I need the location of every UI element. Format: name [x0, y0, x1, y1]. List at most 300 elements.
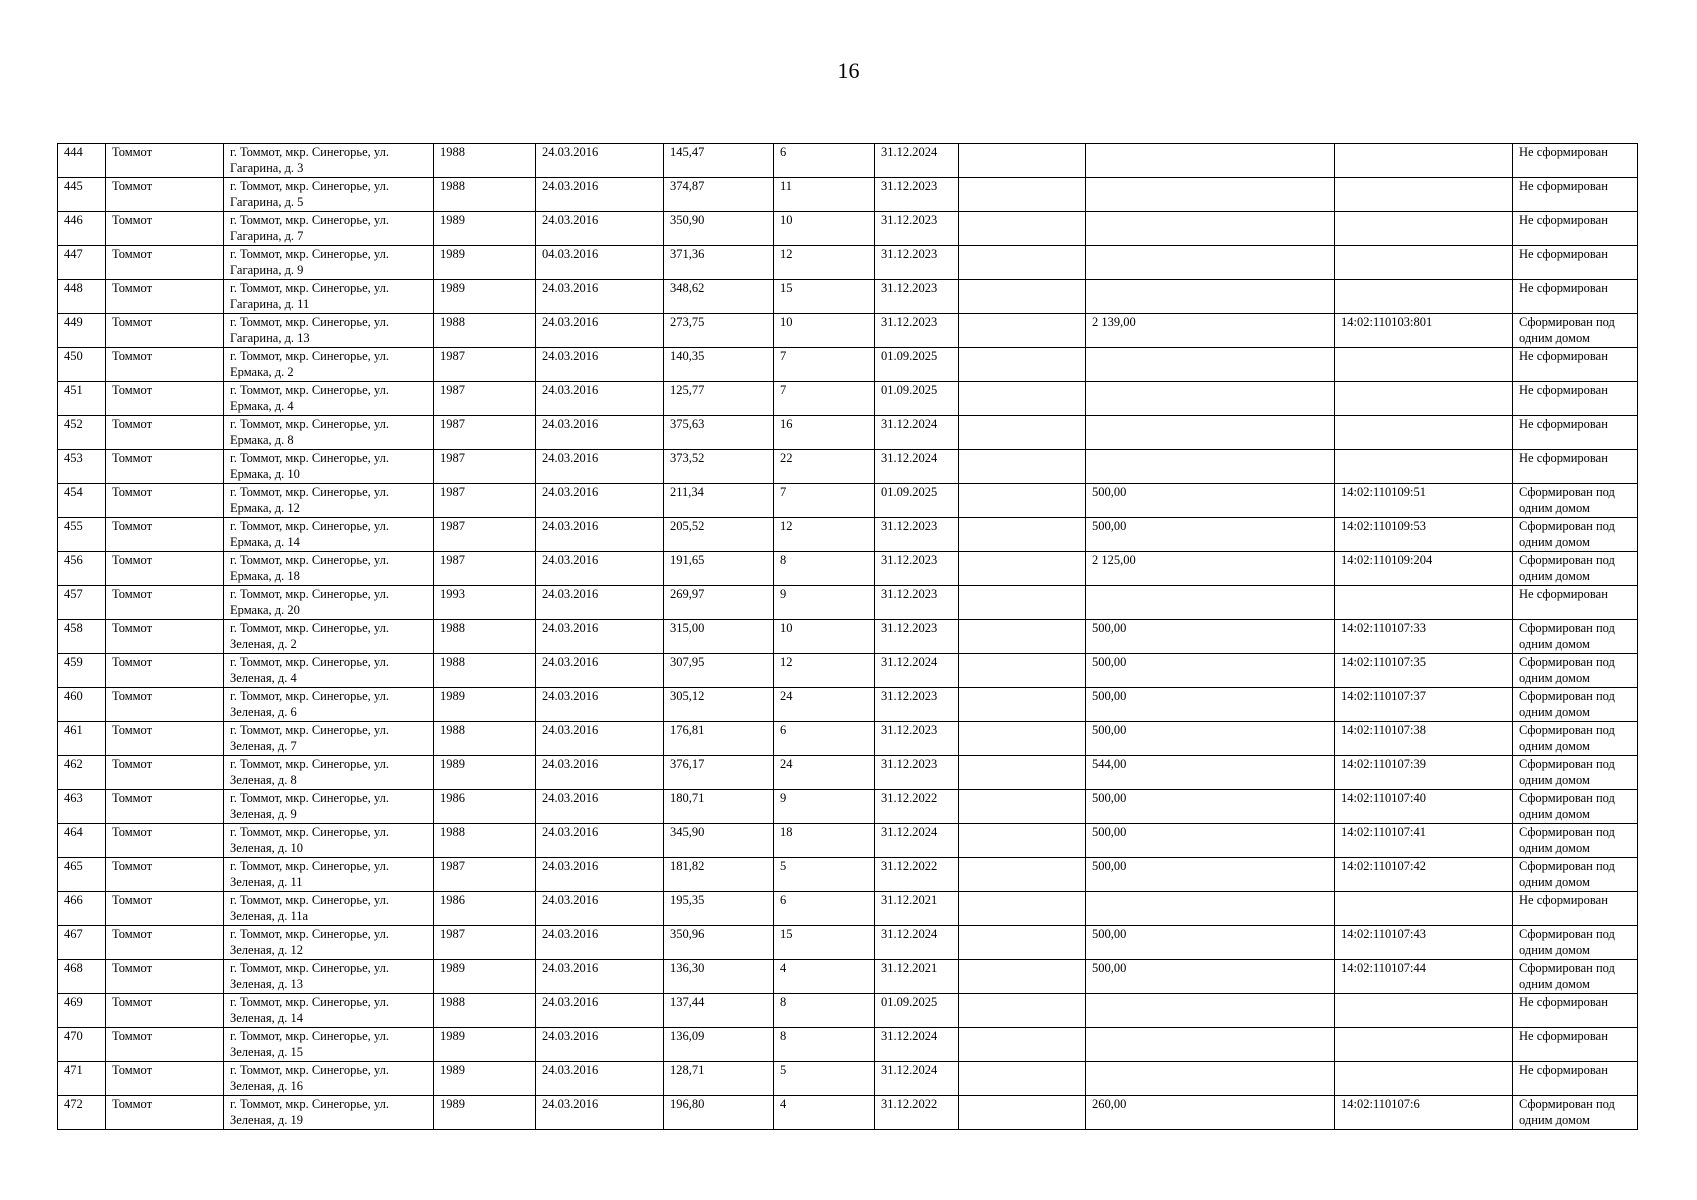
- locality-cell: Томмот: [106, 858, 224, 892]
- land-status-cell: Сформирован под одним домом: [1513, 824, 1638, 858]
- land-area-cell: [1086, 178, 1335, 212]
- table-row: [58, 178, 1638, 212]
- date-cell: 24.03.2016: [536, 280, 664, 314]
- row-number-cell: 462: [58, 756, 106, 790]
- year-cell: 1989: [434, 688, 536, 722]
- residents-cell: 9: [774, 586, 875, 620]
- row-number-cell: 469: [58, 994, 106, 1028]
- year-cell: 1989: [434, 1062, 536, 1096]
- land-area-cell: 500,00: [1086, 790, 1335, 824]
- extra-cell: [959, 586, 1086, 620]
- row-number-cell: 458: [58, 620, 106, 654]
- area-cell: 348,62: [664, 280, 774, 314]
- date-cell: 24.03.2016: [536, 178, 664, 212]
- row-number-cell: 471: [58, 1062, 106, 1096]
- cadastral-number-cell: [1335, 144, 1513, 178]
- residents-cell: 8: [774, 552, 875, 586]
- land-area-cell: [1086, 1028, 1335, 1062]
- area-cell: 307,95: [664, 654, 774, 688]
- extra-cell: [959, 518, 1086, 552]
- land-status-cell: Сформирован под одним домом: [1513, 790, 1638, 824]
- table-row: [58, 484, 1638, 518]
- deadline-cell: 31.12.2023: [875, 280, 959, 314]
- land-area-cell: [1086, 994, 1335, 1028]
- residents-cell: 6: [774, 144, 875, 178]
- extra-cell: [959, 144, 1086, 178]
- address-cell: г. Томмот, мкр. Синегорье, ул. Зеленая, д. 14: [224, 994, 434, 1028]
- date-cell: 04.03.2016: [536, 246, 664, 280]
- locality-cell: Томмот: [106, 178, 224, 212]
- deadline-cell: 31.12.2021: [875, 892, 959, 926]
- land-area-cell: [1086, 382, 1335, 416]
- land-area-cell: 260,00: [1086, 1096, 1335, 1130]
- year-cell: 1989: [434, 1028, 536, 1062]
- date-cell: 24.03.2016: [536, 688, 664, 722]
- row-number-cell: 464: [58, 824, 106, 858]
- table-row: [58, 620, 1638, 654]
- land-area-cell: [1086, 450, 1335, 484]
- land-area-cell: [1086, 212, 1335, 246]
- land-status-cell: Не сформирован: [1513, 1062, 1638, 1096]
- area-cell: 374,87: [664, 178, 774, 212]
- extra-cell: [959, 484, 1086, 518]
- extra-cell: [959, 892, 1086, 926]
- row-number-cell: 445: [58, 178, 106, 212]
- date-cell: 24.03.2016: [536, 1062, 664, 1096]
- extra-cell: [959, 382, 1086, 416]
- land-area-cell: 500,00: [1086, 518, 1335, 552]
- deadline-cell: 31.12.2023: [875, 756, 959, 790]
- land-status-cell: Не сформирован: [1513, 348, 1638, 382]
- deadline-cell: 31.12.2021: [875, 960, 959, 994]
- cadastral-number-cell: [1335, 178, 1513, 212]
- table-row: [58, 1096, 1638, 1130]
- residents-cell: 10: [774, 212, 875, 246]
- table-row: [58, 1062, 1638, 1096]
- land-status-cell: Не сформирован: [1513, 178, 1638, 212]
- cadastral-number-cell: 14:02:110109:204: [1335, 552, 1513, 586]
- locality-cell: Томмот: [106, 892, 224, 926]
- table-row: [58, 144, 1638, 178]
- locality-cell: Томмот: [106, 484, 224, 518]
- land-area-cell: [1086, 1062, 1335, 1096]
- year-cell: 1988: [434, 178, 536, 212]
- residents-cell: 4: [774, 1096, 875, 1130]
- address-cell: г. Томмот, мкр. Синегорье, ул. Зеленая, д. 8: [224, 756, 434, 790]
- table-row: [58, 348, 1638, 382]
- land-status-cell: Сформирован под одним домом: [1513, 552, 1638, 586]
- table-row: [58, 212, 1638, 246]
- address-cell: г. Томмот, мкр. Синегорье, ул. Зеленая, д. 12: [224, 926, 434, 960]
- area-cell: 181,82: [664, 858, 774, 892]
- row-number-cell: 452: [58, 416, 106, 450]
- date-cell: 24.03.2016: [536, 348, 664, 382]
- area-cell: 140,35: [664, 348, 774, 382]
- area-cell: 136,30: [664, 960, 774, 994]
- locality-cell: Томмот: [106, 416, 224, 450]
- address-cell: г. Томмот, мкр. Синегорье, ул. Ермака, д. 14: [224, 518, 434, 552]
- year-cell: 1989: [434, 1096, 536, 1130]
- date-cell: 24.03.2016: [536, 416, 664, 450]
- land-status-cell: Сформирован под одним домом: [1513, 722, 1638, 756]
- area-cell: 195,35: [664, 892, 774, 926]
- area-cell: 376,17: [664, 756, 774, 790]
- year-cell: 1989: [434, 212, 536, 246]
- row-number-cell: 461: [58, 722, 106, 756]
- table-row: [58, 280, 1638, 314]
- land-status-cell: Сформирован под одним домом: [1513, 620, 1638, 654]
- date-cell: 24.03.2016: [536, 484, 664, 518]
- land-status-cell: Сформирован под одним домом: [1513, 960, 1638, 994]
- extra-cell: [959, 212, 1086, 246]
- row-number-cell: 450: [58, 348, 106, 382]
- area-cell: 125,77: [664, 382, 774, 416]
- area-cell: 305,12: [664, 688, 774, 722]
- row-number-cell: 472: [58, 1096, 106, 1130]
- year-cell: 1987: [434, 484, 536, 518]
- table-row: [58, 382, 1638, 416]
- extra-cell: [959, 926, 1086, 960]
- extra-cell: [959, 620, 1086, 654]
- row-number-cell: 454: [58, 484, 106, 518]
- table-row: [58, 790, 1638, 824]
- row-number-cell: 447: [58, 246, 106, 280]
- table-row: [58, 960, 1638, 994]
- land-status-cell: Сформирован под одним домом: [1513, 756, 1638, 790]
- residents-cell: 16: [774, 416, 875, 450]
- date-cell: 24.03.2016: [536, 382, 664, 416]
- table-row: [58, 858, 1638, 892]
- land-area-cell: 500,00: [1086, 688, 1335, 722]
- address-cell: г. Томмот, мкр. Синегорье, ул. Гагарина, д. 9: [224, 246, 434, 280]
- extra-cell: [959, 688, 1086, 722]
- land-status-cell: Не сформирован: [1513, 450, 1638, 484]
- deadline-cell: 31.12.2024: [875, 824, 959, 858]
- deadline-cell: 31.12.2023: [875, 620, 959, 654]
- year-cell: 1987: [434, 450, 536, 484]
- land-status-cell: Не сформирован: [1513, 212, 1638, 246]
- land-status-cell: Сформирован под одним домом: [1513, 1096, 1638, 1130]
- year-cell: 1986: [434, 790, 536, 824]
- year-cell: 1988: [434, 620, 536, 654]
- land-status-cell: Сформирован под одним домом: [1513, 926, 1638, 960]
- locality-cell: Томмот: [106, 518, 224, 552]
- row-number-cell: 470: [58, 1028, 106, 1062]
- area-cell: 269,97: [664, 586, 774, 620]
- date-cell: 24.03.2016: [536, 994, 664, 1028]
- deadline-cell: 31.12.2022: [875, 1096, 959, 1130]
- locality-cell: Томмот: [106, 620, 224, 654]
- table-row: [58, 756, 1638, 790]
- row-number-cell: 446: [58, 212, 106, 246]
- row-number-cell: 460: [58, 688, 106, 722]
- locality-cell: Томмот: [106, 450, 224, 484]
- locality-cell: Томмот: [106, 144, 224, 178]
- date-cell: 24.03.2016: [536, 824, 664, 858]
- cadastral-number-cell: [1335, 586, 1513, 620]
- residents-cell: 9: [774, 790, 875, 824]
- cadastral-number-cell: 14:02:110107:37: [1335, 688, 1513, 722]
- address-cell: г. Томмот, мкр. Синегорье, ул. Гагарина, д. 13: [224, 314, 434, 348]
- deadline-cell: 31.12.2023: [875, 178, 959, 212]
- land-area-cell: [1086, 280, 1335, 314]
- cadastral-number-cell: [1335, 382, 1513, 416]
- deadline-cell: 31.12.2024: [875, 144, 959, 178]
- land-area-cell: 2 125,00: [1086, 552, 1335, 586]
- row-number-cell: 465: [58, 858, 106, 892]
- address-cell: г. Томмот, мкр. Синегорье, ул. Зеленая, д. 11: [224, 858, 434, 892]
- address-cell: г. Томмот, мкр. Синегорье, ул. Ермака, д. 18: [224, 552, 434, 586]
- extra-cell: [959, 552, 1086, 586]
- cadastral-number-cell: [1335, 892, 1513, 926]
- date-cell: 24.03.2016: [536, 790, 664, 824]
- area-cell: 273,75: [664, 314, 774, 348]
- locality-cell: Томмот: [106, 1096, 224, 1130]
- address-cell: г. Томмот, мкр. Синегорье, ул. Ермака, д. 10: [224, 450, 434, 484]
- year-cell: 1988: [434, 722, 536, 756]
- address-cell: г. Томмот, мкр. Синегорье, ул. Зеленая, д. 13: [224, 960, 434, 994]
- row-number-cell: 468: [58, 960, 106, 994]
- cadastral-number-cell: [1335, 348, 1513, 382]
- row-number-cell: 451: [58, 382, 106, 416]
- year-cell: 1987: [434, 348, 536, 382]
- area-cell: 211,34: [664, 484, 774, 518]
- deadline-cell: 31.12.2022: [875, 858, 959, 892]
- date-cell: 24.03.2016: [536, 552, 664, 586]
- deadline-cell: 31.12.2024: [875, 416, 959, 450]
- area-cell: 196,80: [664, 1096, 774, 1130]
- cadastral-number-cell: 14:02:110107:6: [1335, 1096, 1513, 1130]
- extra-cell: [959, 450, 1086, 484]
- cadastral-number-cell: 14:02:110107:38: [1335, 722, 1513, 756]
- land-area-cell: 500,00: [1086, 654, 1335, 688]
- residents-cell: 6: [774, 722, 875, 756]
- row-number-cell: 457: [58, 586, 106, 620]
- land-status-cell: Не сформирован: [1513, 586, 1638, 620]
- land-area-cell: [1086, 246, 1335, 280]
- date-cell: 24.03.2016: [536, 144, 664, 178]
- table-row: [58, 246, 1638, 280]
- locality-cell: Томмот: [106, 552, 224, 586]
- address-cell: г. Томмот, мкр. Синегорье, ул. Зеленая, д. 10: [224, 824, 434, 858]
- year-cell: 1987: [434, 518, 536, 552]
- residents-cell: 12: [774, 518, 875, 552]
- year-cell: 1989: [434, 280, 536, 314]
- table-row: [58, 722, 1638, 756]
- deadline-cell: 31.12.2023: [875, 722, 959, 756]
- date-cell: 24.03.2016: [536, 926, 664, 960]
- cadastral-number-cell: 14:02:110107:43: [1335, 926, 1513, 960]
- extra-cell: [959, 654, 1086, 688]
- land-area-cell: 544,00: [1086, 756, 1335, 790]
- land-area-cell: 500,00: [1086, 722, 1335, 756]
- locality-cell: Томмот: [106, 722, 224, 756]
- residents-cell: 8: [774, 1028, 875, 1062]
- row-number-cell: 466: [58, 892, 106, 926]
- row-number-cell: 459: [58, 654, 106, 688]
- address-cell: г. Томмот, мкр. Синегорье, ул. Ермака, д. 8: [224, 416, 434, 450]
- deadline-cell: 31.12.2023: [875, 246, 959, 280]
- date-cell: 24.03.2016: [536, 892, 664, 926]
- residents-cell: 5: [774, 858, 875, 892]
- page-number: 16: [837, 58, 860, 83]
- residents-cell: 12: [774, 654, 875, 688]
- extra-cell: [959, 858, 1086, 892]
- address-cell: г. Томмот, мкр. Синегорье, ул. Зеленая, д. 7: [224, 722, 434, 756]
- area-cell: 375,63: [664, 416, 774, 450]
- land-status-cell: Сформирован под одним домом: [1513, 484, 1638, 518]
- extra-cell: [959, 246, 1086, 280]
- year-cell: 1988: [434, 314, 536, 348]
- date-cell: 24.03.2016: [536, 586, 664, 620]
- cadastral-number-cell: [1335, 450, 1513, 484]
- address-cell: г. Томмот, мкр. Синегорье, ул. Ермака, д. 12: [224, 484, 434, 518]
- cadastral-number-cell: 14:02:110109:53: [1335, 518, 1513, 552]
- extra-cell: [959, 722, 1086, 756]
- deadline-cell: 31.12.2023: [875, 212, 959, 246]
- address-cell: г. Томмот, мкр. Синегорье, ул. Зеленая, д. 19: [224, 1096, 434, 1130]
- table-row: [58, 892, 1638, 926]
- extra-cell: [959, 1062, 1086, 1096]
- land-status-cell: Сформирован под одним домом: [1513, 858, 1638, 892]
- date-cell: 24.03.2016: [536, 620, 664, 654]
- date-cell: 24.03.2016: [536, 1028, 664, 1062]
- area-cell: 371,36: [664, 246, 774, 280]
- year-cell: 1993: [434, 586, 536, 620]
- row-number-cell: 449: [58, 314, 106, 348]
- cadastral-number-cell: [1335, 280, 1513, 314]
- land-area-cell: [1086, 348, 1335, 382]
- area-cell: 191,65: [664, 552, 774, 586]
- residents-cell: 12: [774, 246, 875, 280]
- locality-cell: Томмот: [106, 926, 224, 960]
- housing-register-table: [57, 143, 1638, 1130]
- table-row: [58, 1028, 1638, 1062]
- cadastral-number-cell: 14:02:110107:39: [1335, 756, 1513, 790]
- date-cell: 24.03.2016: [536, 756, 664, 790]
- locality-cell: Томмот: [106, 688, 224, 722]
- table-row: [58, 314, 1638, 348]
- residents-cell: 18: [774, 824, 875, 858]
- area-cell: 145,47: [664, 144, 774, 178]
- locality-cell: Томмот: [106, 314, 224, 348]
- residents-cell: 24: [774, 756, 875, 790]
- land-status-cell: Не сформирован: [1513, 144, 1638, 178]
- address-cell: г. Томмот, мкр. Синегорье, ул. Зеленая, д. 2: [224, 620, 434, 654]
- date-cell: 24.03.2016: [536, 1096, 664, 1130]
- land-area-cell: 500,00: [1086, 484, 1335, 518]
- area-cell: 373,52: [664, 450, 774, 484]
- deadline-cell: 31.12.2024: [875, 450, 959, 484]
- table-body: [58, 144, 1638, 1130]
- cadastral-number-cell: 14:02:110107:35: [1335, 654, 1513, 688]
- residents-cell: 10: [774, 620, 875, 654]
- residents-cell: 5: [774, 1062, 875, 1096]
- locality-cell: Томмот: [106, 994, 224, 1028]
- date-cell: 24.03.2016: [536, 518, 664, 552]
- row-number-cell: 448: [58, 280, 106, 314]
- residents-cell: 24: [774, 688, 875, 722]
- area-cell: 137,44: [664, 994, 774, 1028]
- cadastral-number-cell: 14:02:110107:40: [1335, 790, 1513, 824]
- address-cell: г. Томмот, мкр. Синегорье, ул. Гагарина, д. 11: [224, 280, 434, 314]
- year-cell: 1987: [434, 416, 536, 450]
- cadastral-number-cell: [1335, 416, 1513, 450]
- date-cell: 24.03.2016: [536, 212, 664, 246]
- table-row: [58, 654, 1638, 688]
- land-status-cell: Не сформирован: [1513, 1028, 1638, 1062]
- residents-cell: 4: [774, 960, 875, 994]
- land-area-cell: 2 139,00: [1086, 314, 1335, 348]
- date-cell: 24.03.2016: [536, 722, 664, 756]
- deadline-cell: 31.12.2024: [875, 1062, 959, 1096]
- table-row: [58, 994, 1638, 1028]
- deadline-cell: 31.12.2024: [875, 654, 959, 688]
- land-status-cell: Сформирован под одним домом: [1513, 688, 1638, 722]
- extra-cell: [959, 416, 1086, 450]
- locality-cell: Томмот: [106, 382, 224, 416]
- table-row: [58, 586, 1638, 620]
- address-cell: г. Томмот, мкр. Синегорье, ул. Зеленая, д. 15: [224, 1028, 434, 1062]
- year-cell: 1986: [434, 892, 536, 926]
- locality-cell: Томмот: [106, 824, 224, 858]
- row-number-cell: 456: [58, 552, 106, 586]
- address-cell: г. Томмот, мкр. Синегорье, ул. Зеленая, д. 9: [224, 790, 434, 824]
- deadline-cell: 31.12.2023: [875, 518, 959, 552]
- table-row: [58, 926, 1638, 960]
- land-area-cell: [1086, 416, 1335, 450]
- cadastral-number-cell: [1335, 246, 1513, 280]
- extra-cell: [959, 1028, 1086, 1062]
- area-cell: 350,96: [664, 926, 774, 960]
- cadastral-number-cell: [1335, 1028, 1513, 1062]
- residents-cell: 11: [774, 178, 875, 212]
- deadline-cell: 31.12.2022: [875, 790, 959, 824]
- locality-cell: Томмот: [106, 790, 224, 824]
- land-area-cell: 500,00: [1086, 926, 1335, 960]
- year-cell: 1989: [434, 756, 536, 790]
- deadline-cell: 31.12.2023: [875, 688, 959, 722]
- residents-cell: 15: [774, 280, 875, 314]
- extra-cell: [959, 178, 1086, 212]
- address-cell: г. Томмот, мкр. Синегорье, ул. Ермака, д. 4: [224, 382, 434, 416]
- table-row: [58, 688, 1638, 722]
- year-cell: 1987: [434, 858, 536, 892]
- area-cell: 345,90: [664, 824, 774, 858]
- residents-cell: 22: [774, 450, 875, 484]
- table-row: [58, 824, 1638, 858]
- extra-cell: [959, 756, 1086, 790]
- land-area-cell: 500,00: [1086, 858, 1335, 892]
- deadline-cell: 31.12.2023: [875, 314, 959, 348]
- locality-cell: Томмот: [106, 756, 224, 790]
- year-cell: 1988: [434, 824, 536, 858]
- cadastral-number-cell: 14:02:110109:51: [1335, 484, 1513, 518]
- locality-cell: Томмот: [106, 960, 224, 994]
- address-cell: г. Томмот, мкр. Синегорье, ул. Зеленая, д. 16: [224, 1062, 434, 1096]
- address-cell: г. Томмот, мкр. Синегорье, ул. Ермака, д. 2: [224, 348, 434, 382]
- residents-cell: 7: [774, 382, 875, 416]
- year-cell: 1988: [434, 994, 536, 1028]
- residents-cell: 10: [774, 314, 875, 348]
- address-cell: г. Томмот, мкр. Синегорье, ул. Ермака, д. 20: [224, 586, 434, 620]
- row-number-cell: 455: [58, 518, 106, 552]
- land-status-cell: Не сформирован: [1513, 994, 1638, 1028]
- date-cell: 24.03.2016: [536, 858, 664, 892]
- residents-cell: 7: [774, 484, 875, 518]
- row-number-cell: 463: [58, 790, 106, 824]
- row-number-cell: 444: [58, 144, 106, 178]
